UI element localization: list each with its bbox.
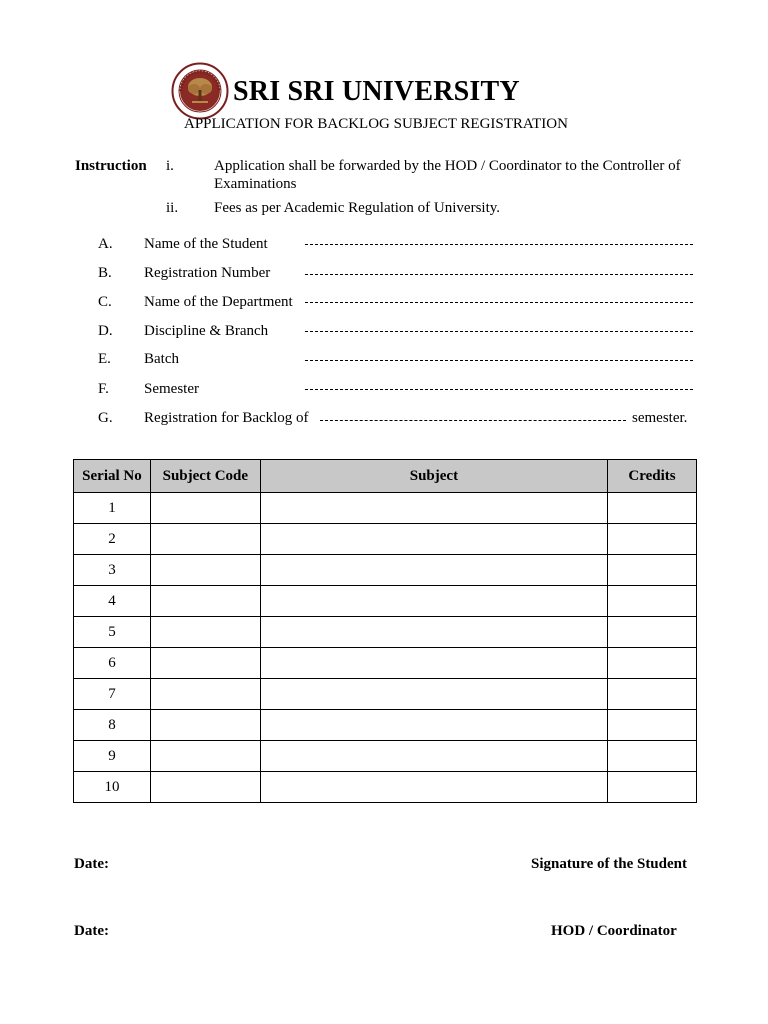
- credits-cell[interactable]: [608, 679, 697, 710]
- table-row: [74, 617, 697, 648]
- student-signature-label: Signature of the Student: [531, 856, 687, 872]
- table-row: [74, 648, 697, 679]
- instruction-marker-2: ii.: [166, 200, 179, 216]
- department-blank[interactable]: [305, 302, 693, 303]
- field-label-discipline-branch: Discipline & Branch: [144, 323, 269, 339]
- subject-code-cell[interactable]: [150, 493, 260, 524]
- table-row: [74, 555, 697, 586]
- hod-signature-label: HOD / Coordinator: [551, 923, 677, 939]
- header-subject: Subject: [260, 460, 607, 493]
- field-marker-d: D.: [98, 323, 113, 339]
- date-label-hod: Date:: [74, 923, 109, 939]
- discipline-branch-blank[interactable]: [305, 331, 693, 332]
- serial-cell: 9: [74, 741, 151, 772]
- field-marker-b: B.: [98, 265, 112, 281]
- serial-cell: 4: [74, 586, 151, 617]
- subject-code-cell[interactable]: [150, 772, 260, 803]
- field-label-batch: Batch: [144, 351, 179, 367]
- table-row: [74, 679, 697, 710]
- header-subject-code: Subject Code: [150, 460, 260, 493]
- field-label-department: Name of the Department: [144, 294, 293, 310]
- field-suffix-semester: semester.: [632, 410, 688, 426]
- subject-table: [73, 459, 697, 803]
- credits-cell[interactable]: [608, 493, 697, 524]
- subject-cell[interactable]: [260, 772, 607, 803]
- form-title: APPLICATION FOR BACKLOG SUBJECT REGISTRATION: [184, 116, 568, 132]
- credits-cell[interactable]: [608, 648, 697, 679]
- subject-cell[interactable]: [260, 679, 607, 710]
- subject-cell[interactable]: [260, 555, 607, 586]
- field-marker-c: C.: [98, 294, 112, 310]
- subject-cell[interactable]: [260, 524, 607, 555]
- subject-code-cell[interactable]: [150, 679, 260, 710]
- university-logo: [171, 62, 229, 120]
- field-marker-f: F.: [98, 381, 109, 397]
- table-row: [74, 493, 697, 524]
- serial-cell: 3: [74, 555, 151, 586]
- credits-cell[interactable]: [608, 741, 697, 772]
- subject-code-cell[interactable]: [150, 741, 260, 772]
- subject-code-cell[interactable]: [150, 586, 260, 617]
- table-row: [74, 586, 697, 617]
- subject-cell[interactable]: [260, 710, 607, 741]
- header-serial-no: Serial No: [74, 460, 151, 493]
- field-label-semester: Semester: [144, 381, 199, 397]
- credits-cell[interactable]: [608, 617, 697, 648]
- credits-cell[interactable]: [608, 586, 697, 617]
- registration-number-blank[interactable]: [305, 274, 693, 275]
- instruction-text-2: Fees as per Academic Regulation of University.: [214, 200, 501, 216]
- table-header-row: [74, 460, 697, 493]
- instruction-text-1: Application shall be forwarded by the HOD / Coordinator to the Controller of: [214, 158, 681, 174]
- table-row: [74, 772, 697, 803]
- subject-code-cell[interactable]: [150, 648, 260, 679]
- credits-cell[interactable]: [608, 555, 697, 586]
- field-label-backlog: Registration for Backlog of: [144, 410, 309, 426]
- serial-cell: 6: [74, 648, 151, 679]
- field-marker-g: G.: [98, 410, 113, 426]
- field-label-registration-number: Registration Number: [144, 265, 271, 281]
- field-label-student-name: Name of the Student: [144, 236, 268, 252]
- serial-cell: 7: [74, 679, 151, 710]
- field-marker-a: A.: [98, 236, 113, 252]
- instruction-text-1-cont: Examinations: [214, 176, 297, 192]
- student-name-blank[interactable]: [305, 244, 693, 245]
- subject-code-cell[interactable]: [150, 617, 260, 648]
- subject-cell[interactable]: [260, 741, 607, 772]
- header-credits: Credits: [608, 460, 697, 493]
- subject-cell[interactable]: [260, 648, 607, 679]
- serial-cell: 2: [74, 524, 151, 555]
- field-marker-e: E.: [98, 351, 111, 367]
- table-row: [74, 741, 697, 772]
- instruction-marker-1: i.: [166, 158, 174, 174]
- table-row: [74, 524, 697, 555]
- date-label-student: Date:: [74, 856, 109, 872]
- subject-code-cell[interactable]: [150, 710, 260, 741]
- serial-cell: 5: [74, 617, 151, 648]
- subject-code-cell[interactable]: [150, 555, 260, 586]
- backlog-semester-blank[interactable]: [320, 420, 626, 421]
- serial-cell: 10: [74, 772, 151, 803]
- batch-blank[interactable]: [305, 360, 693, 361]
- table-row: [74, 710, 697, 741]
- subject-code-cell[interactable]: [150, 524, 260, 555]
- semester-blank[interactable]: [305, 389, 693, 390]
- credits-cell[interactable]: [608, 772, 697, 803]
- university-name: SRI SRI UNIVERSITY: [233, 76, 520, 107]
- subject-cell[interactable]: [260, 493, 607, 524]
- credits-cell[interactable]: [608, 524, 697, 555]
- subject-cell[interactable]: [260, 586, 607, 617]
- serial-cell: 1: [74, 493, 151, 524]
- serial-cell: 8: [74, 710, 151, 741]
- subject-cell[interactable]: [260, 617, 607, 648]
- instruction-label: Instruction: [75, 158, 147, 174]
- credits-cell[interactable]: [608, 710, 697, 741]
